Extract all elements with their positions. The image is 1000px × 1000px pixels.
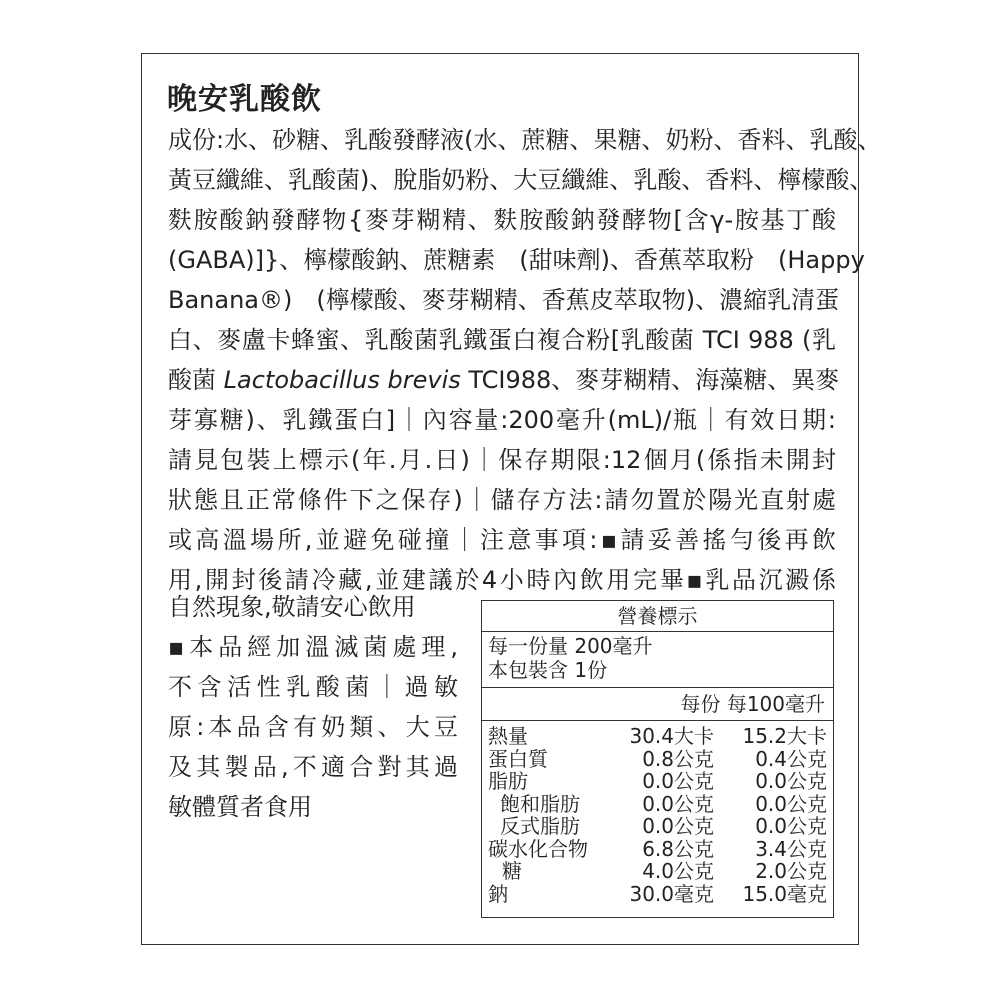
- per-100-value: 0.0公克: [755, 814, 827, 838]
- nutrition-row: [488, 770, 827, 793]
- nutrition-row: [488, 815, 827, 838]
- servings-per-package: 本包裝含 1份: [488, 658, 608, 682]
- body-line: 麩胺酸鈉發酵物{麥芽糊精、麩胺酸鈉發酵物[含γ-胺基丁酸: [168, 206, 836, 234]
- per-serving-value: 4.0公克: [642, 859, 714, 883]
- nutrition-serving: [482, 632, 833, 688]
- body-line: 成份:水、砂糖、乳酸發酵液(水、蔗糖、果糖、奶粉、香料、乳酸、: [168, 126, 882, 154]
- per-100-value: 15.2大卡: [742, 724, 827, 748]
- nutrition-row: [488, 883, 827, 906]
- notice-text: [168, 587, 458, 827]
- side-line: 不含活性乳酸菌｜過敏: [168, 673, 458, 701]
- per-serving-value: 30.0毫克: [629, 881, 714, 906]
- nutrient-name: 糖: [502, 859, 522, 883]
- side-line: 自然現象,敬請安心飲用: [168, 593, 416, 621]
- nutrient-name: 熱量: [488, 724, 528, 748]
- body-line: 黃豆纖維、乳酸菌)、脫脂奶粉、大豆纖維、乳酸、香料、檸檬酸、: [168, 166, 874, 194]
- species-suffix: TCI988、麥芽糊精、海藻糖、異麥: [460, 366, 840, 394]
- nutrition-row: [488, 793, 827, 816]
- body-line: 用,開封後請冷藏,並建議於4小時內飲用完畢▪乳品沉澱係: [168, 566, 836, 594]
- side-line: ▪本品經加溫滅菌處理,: [168, 633, 458, 661]
- per-serving-value: 0.0公克: [642, 814, 714, 838]
- per-serving-value: 6.8公克: [642, 836, 714, 861]
- body-line: 狀態且正常條件下之保存)｜儲存方法:請勿置於陽光直射處: [168, 486, 836, 514]
- serving-size: 每一份量 200毫升: [488, 634, 653, 658]
- ingredients-text: [168, 120, 882, 600]
- nutrition-row: [488, 748, 827, 771]
- nutrient-name: 碳水化合物: [488, 836, 588, 861]
- product-title: 晚安乳酸飲: [167, 82, 322, 117]
- body-line: (GABA)]}、檸檬酸鈉、蔗糖素 (甜味劑)、香蕉萃取粉 (Happy: [168, 246, 865, 274]
- nutrition-row: [488, 860, 827, 883]
- nutrition-table: [481, 600, 834, 918]
- body-line: 芽寡糖)、乳鐵蛋白]｜內容量:200毫升(mL)/瓶｜有效日期:: [168, 406, 836, 434]
- side-line: 敏體質者食用: [168, 793, 312, 821]
- body-line: 或高溫場所,並避免碰撞｜注意事項:▪請妥善搖勻後再飲: [168, 526, 836, 554]
- per-100-value: 0.4公克: [755, 746, 827, 771]
- per-serving-value: 0.0公克: [642, 791, 714, 816]
- per-100-value: 0.0公克: [755, 769, 827, 793]
- body-line: 白、麥盧卡蜂蜜、乳酸菌乳鐵蛋白複合粉[乳酸菌 TCI 988 (乳: [168, 326, 836, 354]
- per-100-value: 0.0公克: [755, 791, 827, 816]
- nutrient-name: 鈉: [488, 881, 508, 906]
- nutrient-name: 反式脂肪: [500, 814, 580, 838]
- nutrition-row: [488, 838, 827, 861]
- body-line-species: [168, 360, 840, 400]
- species-prefix: 酸菌: [168, 366, 224, 394]
- nutrition-row: [488, 725, 827, 748]
- nutrition-title: 營養標示: [482, 601, 833, 632]
- nutrient-name: 蛋白質: [488, 746, 548, 771]
- per-100-value: 3.4公克: [755, 836, 827, 861]
- body-line: 請見包裝上標示(年.月.日)｜保存期限:12個月(係指未開封: [168, 446, 836, 474]
- per-serving-value: 0.8公克: [642, 746, 714, 771]
- side-line: 原:本品含有奶類、大豆: [168, 713, 458, 741]
- nutrient-name: 飽和脂肪: [500, 791, 580, 816]
- per-100-value: 2.0公克: [755, 859, 827, 883]
- per-serving-value: 30.4大卡: [629, 724, 714, 748]
- nutrition-column-header: 每份 每100毫升: [482, 688, 833, 721]
- per-serving-value: 0.0公克: [642, 769, 714, 793]
- nutrition-rows: [482, 721, 833, 905]
- side-line: 及其製品,不適合對其過: [168, 753, 458, 781]
- per-100-value: 15.0毫克: [742, 881, 827, 906]
- body-line: Banana®) (檸檬酸、麥芽糊精、香蕉皮萃取物)、濃縮乳清蛋: [168, 286, 840, 314]
- nutrient-name: 脂肪: [488, 769, 528, 793]
- species-name: Lactobacillus brevis: [223, 366, 461, 394]
